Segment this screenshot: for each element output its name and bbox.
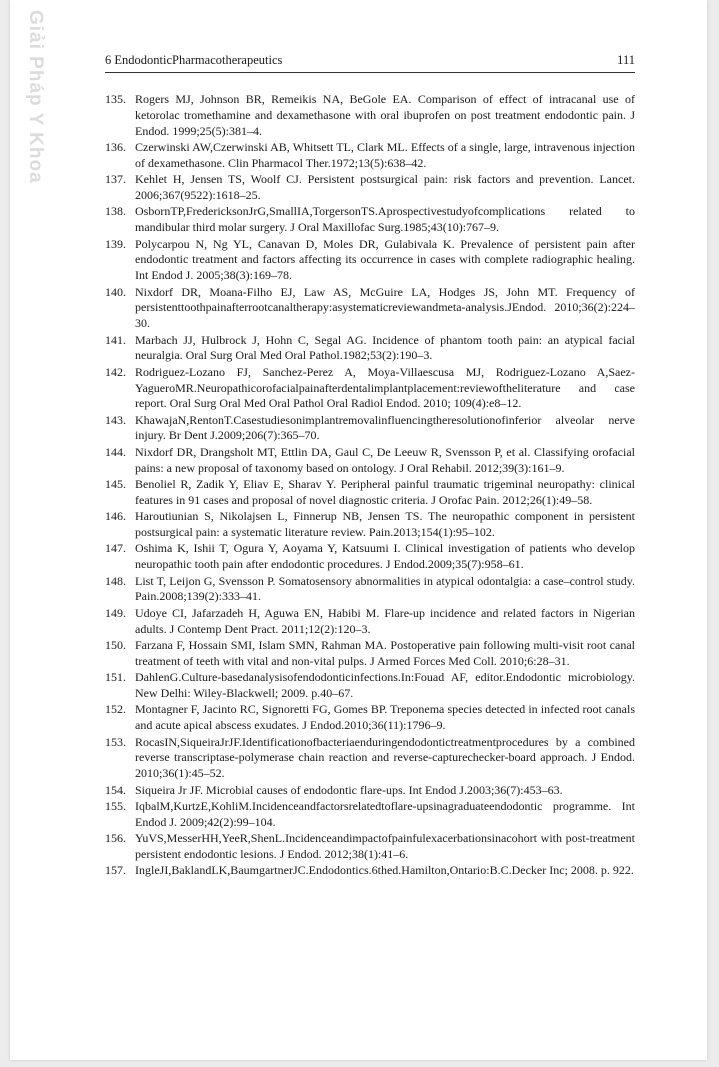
reference-item [105,509,635,541]
reference-number: 151. [105,670,126,685]
reference-item [105,445,635,477]
running-head: 6 EndodonticPharmacotherapeutics [105,53,283,67]
reference-number: 137. [105,172,126,187]
reference-item [105,140,635,172]
header-rule [105,72,635,73]
reference-text: Haroutiunian S, Nikolajsen L, Finnerup NB, Jensen TS. The neuropathic component in persistent postsurgical pain: a systematic literature review. Pain.2013;154(1):95–102. [135,509,635,540]
reference-item [105,863,635,879]
reference-number: 139. [105,236,126,251]
reference-item [105,92,635,139]
reference-text: Farzana F, Hossain SMI, Islam SMN, Rahman MA. Postoperative pain following multi-visit root canal treatment of teeth with vital and non-vital pulps. J Armed Forces Med Coll. 2010;6:28–31. [135,638,635,668]
reference-item [105,365,635,412]
reference-text: YuVS,MesserHH,YeeR,ShenL.Incidenceandimpactofpainfulexacerbationsinacohort with post-treatment persistent endodontic lesions. J Endod. 2012;38(1):41–6. [135,831,635,861]
reference-text: Udoye CI, Jafarzadeh H, Aguwa EN, Habibi M. Flare-up incidence and related factors in Nigerian adults. J Contemp Dent Pract. 2011;12(2):120–3. [135,605,635,636]
watermark: Giải Pháp Y Khoa [25,10,46,184]
reference-item [105,574,635,606]
reference-text: Rogers MJ, Johnson BR, Remeikis NA, BeGole EA. Comparison of effect of intracanal use of ketorolac tromethamine and dexamethasone with oral ibuprofen on post treatment endodontic pain. J Endod. 1999;25(5):381–4. [135,92,635,138]
reference-text: Siqueira Jr JF. Microbial causes of endodontic flare-ups. Int Endod J.2003;36(7):453–63. [135,782,563,797]
page-number: 111 [617,53,635,67]
reference-item [105,735,635,782]
reference-item [105,172,635,204]
reference-item [105,783,635,799]
reference-item [105,606,635,638]
reference-item [105,541,635,573]
reference-item [105,333,635,365]
reference-text: Montagner F, Jacinto RC, Signoretti FG, Gomes BP. Treponema species detected in infected root canals and acute apical abscess exudates. J Endod.2010;36(11):1796–9. [135,702,635,733]
reference-number: 135. [105,92,126,106]
reference-number: 142. [105,364,126,379]
reference-text: Oshima K, Ishii T, Ogura Y, Aoyama Y, Katsuumi I. Clinical investigation of patients who develop neuropathic tooth pain after endodontic procedures. J Endod.2009;35(7):958–61. [135,541,635,572]
reference-number: 138. [105,204,126,219]
reference-text: Nixdorf DR, Moana-Filho EJ, Law AS, McGuire LA, Hodges JS, John MT. Frequency of persistenttoothpainafterrootcanaltherapy:asystematicreviewandmeta-analysis.JEndod. 2010;36(2):224–30. [135,284,635,331]
reference-text: Rodriguez-Lozano FJ, Sanchez-Perez A, Moya-Villaescusa MJ, Rodriguez-Lozano A,Saez-YagueroMR.Neuropathicorofacialpainafterdentalimplantplacement:reviewoftheliterature and case report. Oral Surg Oral Med Oral Pathol Oral Radiol Endod. 2010; 109(4):e8–12. [135,364,635,411]
reference-text: OsbornTP,FredericksonJrG,SmallIA,TorgersonTS.Aprospectivestudyofcomplications related to mandibular third molar surgery. J Oral Maxillofac Surg.1985;43(10):767–9. [135,204,635,235]
reference-number: 144. [105,444,126,459]
reference-item [105,702,635,734]
reference-text: Nixdorf DR, Drangsholt MT, Ettlin DA, Gaul C, De Leeuw R, Svensson P, et al. Classifying orofacial pains: a new proposal of taxonomy based on ontology. J Oral Rehabil. 2012;39(3):161–9. [135,444,635,475]
reference-number: 141. [105,332,126,347]
reference-number: 154. [105,782,126,797]
reference-number: 145. [105,477,126,492]
reference-item [105,638,635,670]
reference-item [105,413,635,445]
reference-number: 149. [105,605,126,620]
reference-number: 146. [105,509,126,524]
reference-text: IngleJI,BaklandLK,BaumgartnerJC.Endodontics.6thed.Hamilton,Ontario:B.C.Decker Inc; 2008. p. 922. [135,863,634,878]
reference-number: 156. [105,831,126,846]
reference-text: List T, Leijon G, Svensson P. Somatosensory abnormalities in atypical odontalgia: a case–control study. Pain.2008;139(2):333–41. [135,573,635,604]
reference-number: 148. [105,573,126,588]
reference-text: Marbach JJ, Hulbrock J, Hohn C, Segal AG. Incidence of phantom tooth pain: an atypical facial neuralgia. Oral Surg Oral Med Oral Pathol.1982;53(2):190–3. [135,332,635,363]
reference-number: 140. [105,284,126,299]
reference-text: DahlenG.Culture-basedanalysisofendodonticinfections.In:Fouad AF, editor.Endodontic microbiology. New Delhi: Wiley-Blackwell; 2009. p.40–67. [135,670,635,700]
reference-number: 150. [105,638,126,652]
reference-number: 136. [105,139,126,154]
reference-text: IqbalM,KurtzE,KohliM.Incidenceandfactorsrelatedtoflare-upsinagraduateendodontic programme. Int Endod J. 2009;42(2):99–104. [135,798,635,829]
reference-item [105,285,635,332]
reference-text: RocasIN,SiqueiraJrJF.Identificationofbacteriaenduringendodontictreatmentprocedures by a combined reverse transcriptase-polymerase chain reaction and reverse-capturechecker-board approach. J Endod. 2010;36(1):45–52. [135,734,635,781]
reference-item [105,799,635,831]
reference-number: 143. [105,412,126,427]
reference-number: 155. [105,798,126,813]
reference-text: Czerwinski AW,Czerwinski AB, Whitsett TL, Clark ML. Effects of a single, large, intravenous injection of dexamethasone. Clin Pharmacol Ther.1972;13(5):638–42. [135,139,635,170]
reference-text: Polycarpou N, Ng YL, Canavan D, Moles DR, Gulabivala K. Prevalence of persistent pain after endodontic treatment and factors affecting its occurrence in cases with complete radiographic healing. Int Endod J. 2005;38(3):169–78. [135,236,635,283]
reference-item [105,237,635,284]
reference-text: Benoliel R, Zadik Y, Eliav E, Sharav Y. Peripheral painful traumatic trigeminal neuropathy: clinical features in 91 cases and proposal of novel diagnostic criteria. J Orofac Pain. 2012;26(1):49–58. [135,477,635,507]
document-page [10,0,707,1060]
reference-text: KhawajaN,RentonT.Casestudiesonimplantremovalinfluencingtheresolutionofinferior alveolar nerve injury. Br Dent J.2009;206(7):365–70. [135,412,635,443]
reference-number: 153. [105,734,126,749]
reference-list [105,92,635,880]
reference-item [105,477,635,509]
reference-item [105,831,635,863]
reference-item [105,204,635,236]
reference-number: 152. [105,702,126,717]
reference-item [105,670,635,702]
reference-number: 157. [105,863,126,878]
reference-text: Kehlet H, Jensen TS, Woolf CJ. Persistent postsurgical pain: risk factors and prevention. Lancet. 2006;367(9522):1618–25. [135,172,635,202]
reference-number: 147. [105,541,126,556]
